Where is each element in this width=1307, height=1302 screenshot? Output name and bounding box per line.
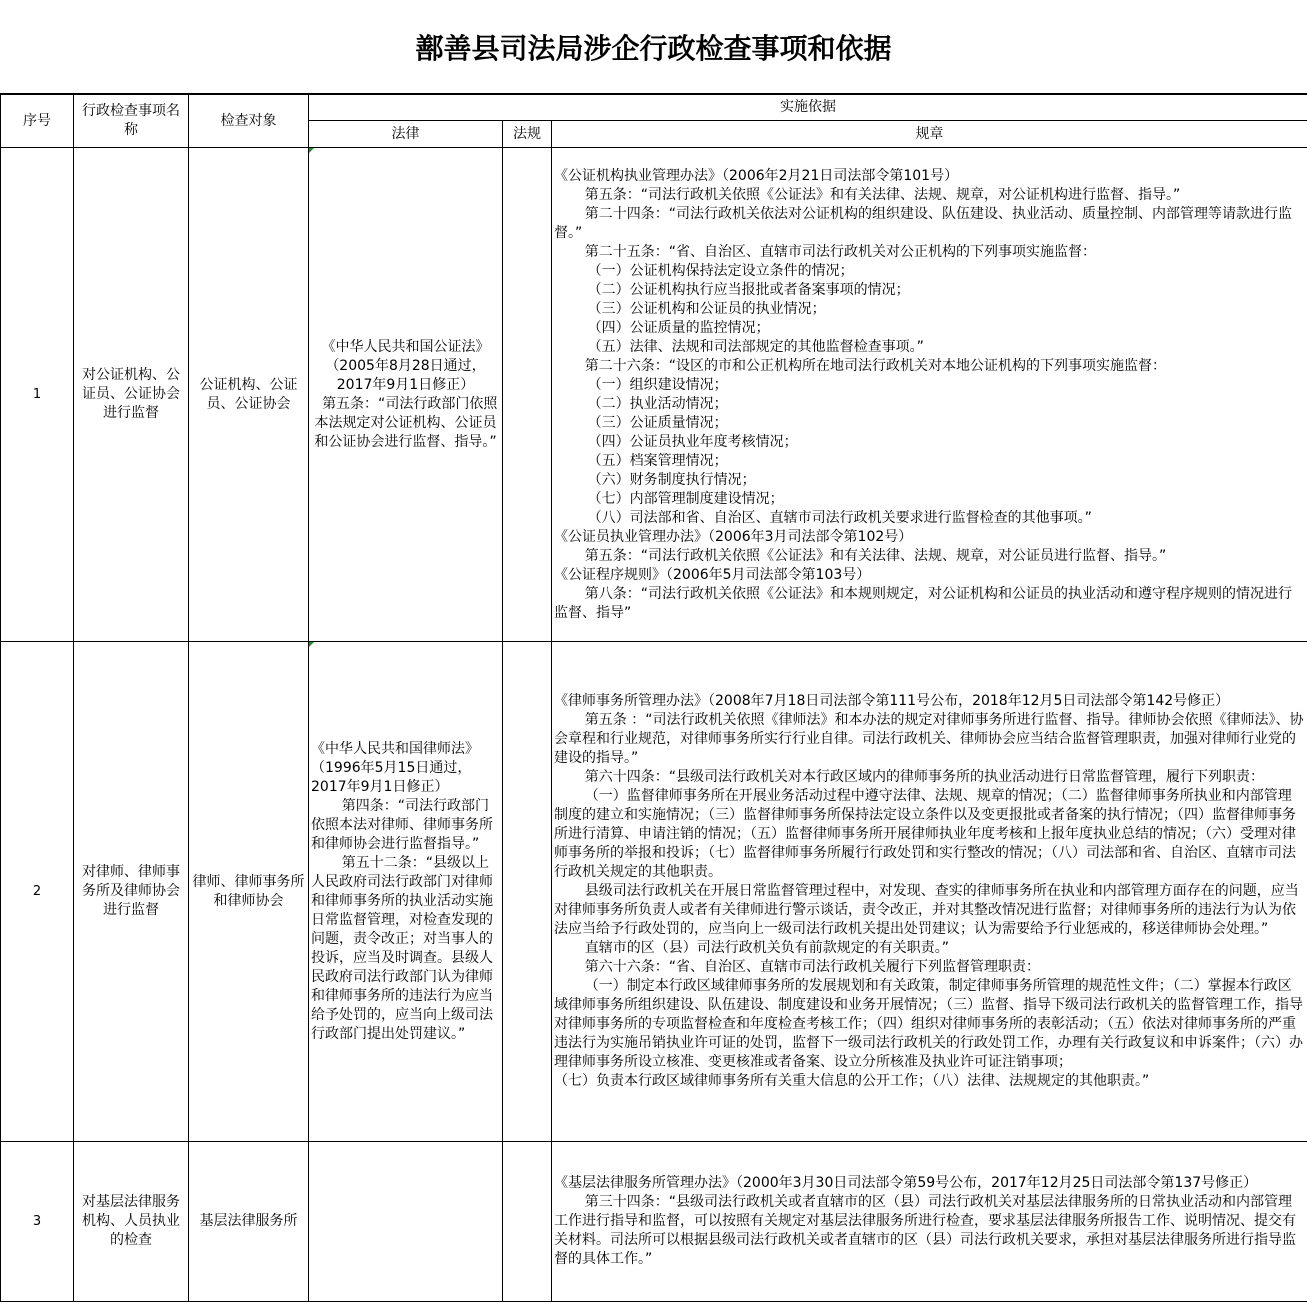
law-paragraph: 《中华人民共和国律师法》（1996年5月15日通过，2017年9月1日修正） — [311, 740, 500, 797]
rule-paragraph: （一）组织建设情况； — [554, 376, 1305, 395]
row-index: 2 — [1, 642, 74, 1142]
row-item: 对律师、律师事务所及律师协会进行监督 — [74, 642, 189, 1142]
law-paragraph: 《中华人民共和国公证法》（2005年8月28日通过，2017年9月1日修正） — [311, 338, 500, 395]
row-law — [309, 148, 503, 642]
header-basis: 实施依据 — [309, 95, 1307, 121]
row-rule — [552, 1142, 1307, 1302]
row-target: 律师、律师事务所和律师协会 — [189, 642, 309, 1142]
row-target: 公证机构、公证员、公证协会 — [189, 148, 309, 642]
rule-paragraph: 县级司法行政机关在开展日常监督管理过程中，对发现、查实的律师事务所在执业和内部管理方面存在的问题，应当对律师事务所负责人或者有关律师进行警示谈话，责令改正，并对其整改情况进行监督；对律师事务所的违法行为认为依法应当给予行政处罚的，应当向上一级司法行政机关提出处罚建议；认为需要给予行业惩戒的，移送律师协会处理。” — [554, 882, 1305, 939]
rule-paragraph: （七）负责本行政区域律师事务所有关重大信息的公开工作；（八）法律、法规规定的其他职责。” — [554, 1072, 1305, 1091]
row-rule — [552, 642, 1307, 1142]
rule-paragraph: （三）公证机构和公证员的执业情况； — [554, 300, 1305, 319]
row-index: 1 — [1, 148, 74, 642]
rule-paragraph: 第八条：“司法行政机关依照《公证法》和本规则规定，对公证机构和公证员的执业活动和遵守程序规则的情况进行监督、指导” — [554, 585, 1305, 623]
rule-paragraph: 《公证机构执业管理办法》（2006年2月21日司法部令第101号） — [554, 167, 1305, 186]
rule-paragraph: （四）公证质量的监控情况； — [554, 319, 1305, 338]
rule-paragraph: （四）公证员执业年度考核情况； — [554, 433, 1305, 452]
inspection-table — [0, 94, 1307, 1302]
row-regulation — [503, 1142, 552, 1302]
law-paragraph: 第五条：“司法行政部门依照本法规定对公证机构、公证员和公证协会进行监督、指导。” — [311, 395, 500, 452]
header-rule: 规章 — [552, 121, 1307, 148]
rule-paragraph: （六）财务制度执行情况； — [554, 471, 1305, 490]
rule-paragraph: 第二十六条：“设区的市和公正机构所在地司法行政机关对本地公证机构的下列事项实施监督： — [554, 357, 1305, 376]
rule-paragraph: （八）司法部和省、自治区、直辖市司法行政机关要求进行监督检查的其他事项。” — [554, 509, 1305, 528]
rule-paragraph: （五）法律、法规和司法部规定的其他监督检查事项。” — [554, 338, 1305, 357]
rule-paragraph: （二）公证机构执行应当报批或者备案事项的情况； — [554, 281, 1305, 300]
row-law — [309, 1142, 503, 1302]
cell-comment-marker — [309, 642, 314, 647]
header-item: 行政检查事项名称 — [74, 95, 189, 148]
rule-paragraph: 第五条：“司法行政机关依照《公证法》和有关法律、法规、规章，对公证机构进行监督、指导。” — [554, 186, 1305, 205]
rule-paragraph: （一）制定本行政区域律师事务所的发展规划和有关政策，制定律师事务所管理的规范性文件；（二）掌握本行政区域律师事务所组织建设、队伍建设、制度建设和业务开展情况；（三）监督、指导下级司法行政机关的监督管理工作，指导对律师事务所的专项监督检查和年度检查考核工作；（四）组织对律师事务所的表彰活动；（五）依法对律师事务所的严重违法行为实施吊销执业许可证的处罚，监督下一级司法行政机关的行政处罚工作，办理有关行政复议和申诉案件；（六）办理律师事务所设立核准、变更核准或者备案、设立分所核准及执业许可证注销事项； — [554, 977, 1305, 1072]
rule-paragraph: 直辖市的区（县）司法行政机关负有前款规定的有关职责。” — [554, 939, 1305, 958]
row-regulation — [503, 642, 552, 1142]
row-item: 对基层法律服务机构、人员执业的检查 — [74, 1142, 189, 1302]
rule-paragraph: 第五条 ：“司法行政机关依照《律师法》和本办法的规定对律师事务所进行监督、指导。律师协会依照《律师法》、协会章程和行业规范，对律师事务所实行行业自律。司法行政机关、律师协会应当结合监督管理职责，加强对律师行业党的建设的指导。” — [554, 711, 1305, 768]
rule-paragraph: （七）内部管理制度建设情况； — [554, 490, 1305, 509]
rule-paragraph: 《公证员执业管理办法》（2006年3月司法部令第102号） — [554, 528, 1305, 547]
rule-paragraph: （一）监督律师事务所在开展业务活动过程中遵守法律、法规、规章的情况；（二）监督律师事务所执业和内部管理制度的建立和实施情况；（三）监督律师事务所保持法定设立条件以及变更报批或者备案的执行情况；（四）监督律师事务所进行清算、申请注销的情况；（五）监督律师事务所开展律师执业年度考核和上报年度执业总结的情况；（六）受理对律师事务所的举报和投诉；（七）监督律师事务所履行行政处罚和实行整改的情况；（八）司法部和省、自治区、直辖市司法行政机关规定的其他职责。 — [554, 787, 1305, 882]
document-title: 鄯善县司法局涉企行政检查事项和依据 — [0, 0, 1307, 94]
header-target: 检查对象 — [189, 95, 309, 148]
header-law: 法律 — [309, 121, 503, 148]
law-paragraph: 第四条：“司法行政部门依照本法对律师、律师事务所和律师协会进行监督指导。” — [311, 797, 500, 854]
table-row — [1, 642, 1307, 1142]
row-rule — [552, 148, 1307, 642]
rule-paragraph: （三）公证质量情况； — [554, 414, 1305, 433]
rule-paragraph: 第二十四条：“司法行政机关依法对公证机构的组织建设、队伍建设、执业活动、质量控制、内部管理等请款进行监督。” — [554, 205, 1305, 243]
header-index: 序号 — [1, 95, 74, 148]
row-index: 3 — [1, 1142, 74, 1302]
table-row — [1, 1142, 1307, 1302]
rule-paragraph: 第五条：“司法行政机关依照《公证法》和有关法律、法规、规章，对公证员进行监督、指导。” — [554, 547, 1305, 566]
rule-paragraph: 《公证程序规则》（2006年5月司法部令第103号） — [554, 566, 1305, 585]
law-paragraph: 第五十二条：“县级以上人民政府司法行政部门对律师和律师事务所的执业活动实施日常监督管理，对检查发现的问题，责令改正；对当事人的投诉，应当及时调查。县级人民政府司法行政部门认为律师和律师事务所的违法行为应当给予处罚的，应当向上级司法行政部门提出处罚建议。” — [311, 854, 500, 1044]
rule-paragraph: 《基层法律服务所管理办法》（2000年3月30日司法部令第59号公布，2017年12月25日司法部令第137号修正） — [554, 1174, 1305, 1193]
row-target: 基层法律服务所 — [189, 1142, 309, 1302]
rule-paragraph: 第二十五条：“省、自治区、直辖市司法行政机关对公正机构的下列事项实施监督： — [554, 243, 1305, 262]
row-item: 对公证机构、公证员、公证协会进行监督 — [74, 148, 189, 642]
rule-paragraph: 第三十四条：“县级司法行政机关或者直辖市的区（县）司法行政机关对基层法律服务所的日常执业活动和内部管理工作进行指导和监督，可以按照有关规定对基层法律服务所进行检查，要求基层法律服务所报告工作、说明情况、提交有关材料。司法所可以根据县级司法行政机关或者直辖市的区（县）司法行政机关要求，承担对基层法律服务所进行指导监督的具体工作。” — [554, 1193, 1305, 1269]
rule-paragraph: （五）档案管理情况； — [554, 452, 1305, 471]
cell-comment-marker — [309, 148, 314, 153]
header-regulation: 法规 — [503, 121, 552, 148]
rule-paragraph: 第六十六条：“省、自治区、直辖市司法行政机关履行下列监督管理职责： — [554, 958, 1305, 977]
rule-paragraph: 第六十四条：“县级司法行政机关对本行政区域内的律师事务所的执业活动进行日常监督管理，履行下列职责： — [554, 768, 1305, 787]
header-row-1 — [1, 95, 1307, 121]
row-law — [309, 642, 503, 1142]
row-regulation — [503, 148, 552, 642]
rule-paragraph: （二）执业活动情况； — [554, 395, 1305, 414]
rule-paragraph: （一）公证机构保持法定设立条件的情况； — [554, 262, 1305, 281]
table-row — [1, 148, 1307, 642]
rule-paragraph: 《律师事务所管理办法》（2008年7月18日司法部令第111号公布，2018年12月5日司法部令第142号修正） — [554, 692, 1305, 711]
